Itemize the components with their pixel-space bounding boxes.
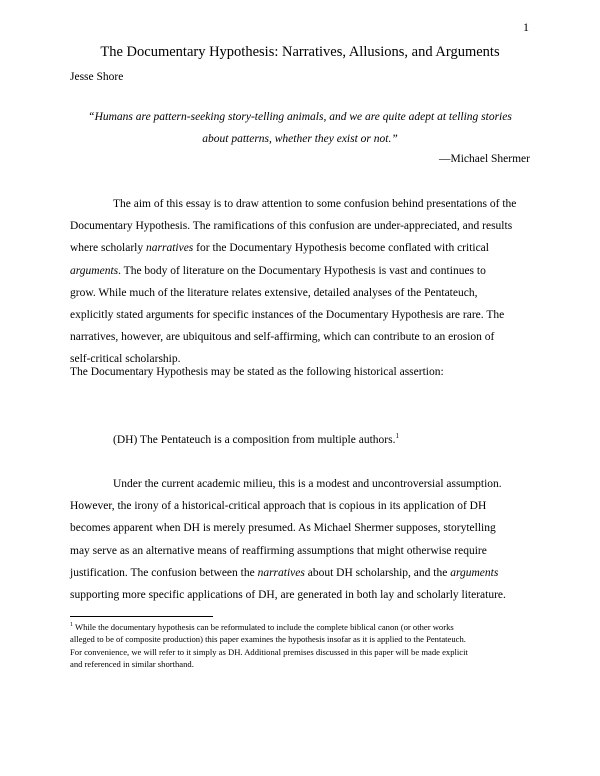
body-paragraph-2: The Documentary Hypothesis may be stated as the following historical assertion: xyxy=(70,366,444,378)
footnote-divider xyxy=(70,616,213,617)
text-line: Under the current academic milieu, this is a modest and uncontroversial assumption. xyxy=(113,478,502,490)
text-line: explicitly stated arguments for specific instances of the Documentary Hypothesis are rare. The xyxy=(70,309,505,322)
text-line: becomes apparent when DH is merely presumed. As Michael Shermer supposes, storytelling xyxy=(70,522,496,535)
footnote xyxy=(70,621,532,671)
text-line: supporting more specific applications of DH, are generated in both lay and scholarly literature. xyxy=(70,589,506,602)
body-paragraph-1 xyxy=(70,193,530,371)
paper-title: The Documentary Hypothesis: Narratives, Allusions, and Arguments xyxy=(100,44,500,60)
statement-text: (DH) The Pentateuch is a composition from multiple authors. xyxy=(113,434,396,446)
text-line: may serve as an alternative means of reaffirming assumptions that might otherwise require xyxy=(70,544,487,557)
footnote-line: and referenced in similar shorthand. xyxy=(70,659,194,670)
text-line: However, the irony of a historical-critical approach that is copious in its application of DH xyxy=(70,500,487,513)
epigraph-line: about patterns, whether they exist or not.” xyxy=(202,133,398,145)
text-line: Documentary Hypothesis. The ramifications of this confusion are under-appreciated, and results xyxy=(70,220,513,233)
emphasis: arguments xyxy=(70,264,119,277)
page-number: 1 xyxy=(523,20,529,34)
text-line: The aim of this essay is to draw attention to some confusion behind presentations of the xyxy=(113,198,517,210)
hypothesis-statement xyxy=(113,429,573,451)
text-line: grow. While much of the literature relates extensive, detailed analyses of the Pentateuch, xyxy=(70,286,478,299)
footnote-line: For convenience, we will refer to it simply as DH. Additional premises discussed in this paper will be made explicit xyxy=(70,646,468,657)
footnote-reference[interactable]: 1 xyxy=(395,432,399,441)
text-line: narratives, however, are ubiquitous and self-affirming, which can contribute to an erosion of xyxy=(70,331,495,344)
footnote-line: $^1$ While the documentary hypothesis can be reformulated to include the complete biblical canon (or other works xyxy=(70,622,454,632)
emphasis: arguments xyxy=(450,566,499,579)
body-paragraph-3 xyxy=(70,473,530,606)
emphasis: narratives xyxy=(257,566,305,579)
epigraph-attribution: —Michael Shermer xyxy=(438,153,530,165)
epigraph-quote xyxy=(70,106,530,150)
text-line: arguments. The body of literature on the Documentary Hypothesis is vast and continues to xyxy=(70,264,486,277)
footnote-line: alleged to be of composite production) this paper examines the hypothesis insofar as it is applied to the Pentateuch. xyxy=(70,634,466,645)
epigraph-line: “Humans are pattern-seeking story-telling animals, and we are quite adept at telling stories xyxy=(88,111,512,123)
text-line: justification. The confusion between the narratives about DH scholarship, and the arguments xyxy=(70,566,499,579)
text-line: where scholarly narratives for the Documentary Hypothesis become conflated with critical xyxy=(70,242,489,255)
text-line: self-critical scholarship. xyxy=(70,353,181,366)
emphasis: narratives xyxy=(146,242,194,255)
author-name: Jesse Shore xyxy=(70,71,124,83)
footnote-marker: 1 xyxy=(70,622,73,629)
